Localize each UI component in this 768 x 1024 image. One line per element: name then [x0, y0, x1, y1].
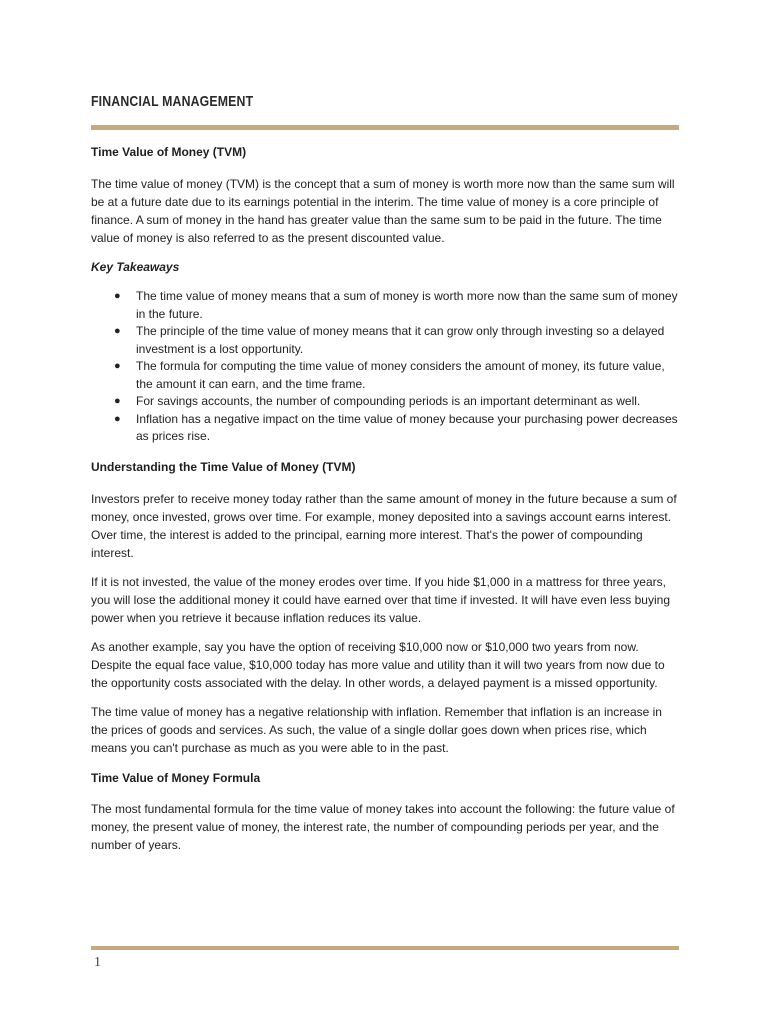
list-item-text: The formula for computing the time value of money considers the amount of money, its future value, the amount it can earn, and the time frame.: [136, 359, 665, 391]
list-item: [114, 288, 681, 323]
footer-divider: [91, 946, 679, 950]
bullet-icon: ●: [114, 412, 121, 425]
key-takeaways-heading: Key Takeaways: [91, 260, 180, 274]
paragraph-tvm-intro: The time value of money (TVM) is the concept that a sum of money is worth more now than the same sum will be at a future date due to its earnings potential in the interim. The time value of money is a core principle of finance. A sum of money in the hand has greater value than the same sum to be paid in the future. The time value of money is also referred to as the present discounted value.: [91, 177, 675, 245]
document-body: [91, 143, 681, 854]
section-heading-tvm: Time Value of Money (TVM): [91, 145, 247, 159]
paragraph-formula-intro: The most fundamental formula for the time value of money takes into account the following: the future value of money, the present value of money, the interest rate, the number of compounding periods per year, and the number of years.: [91, 801, 675, 852]
paragraph-understanding-4: The time value of money has a negative relationship with inflation. Remember that inflation is an increase in the prices of goods and services. As such, the value of a single dollar goes down when prices rise, which means you can't purchase as much as you were able to in the past.: [91, 704, 662, 755]
bullet-icon: ●: [114, 395, 121, 407]
page-number: 1: [94, 955, 101, 970]
paragraph-understanding-1: Investors prefer to receive money today rather than the same amount of money in the future because a sum of money, once invested, grows over time. For example, money deposited into a savings account earns interest. Over time, the interest is added to the principal, earning more interest. That's the power of compounding interest.: [91, 491, 677, 560]
section-heading-understanding: Understanding the Time Value of Money (TVM): [91, 459, 356, 474]
bullet-icon: ●: [114, 325, 121, 337]
section-heading-formula: Time Value of Money Formula: [91, 770, 261, 785]
list-item: [114, 411, 681, 446]
document-header-title: FINANCIAL MANAGEMENT: [91, 93, 254, 110]
list-item-text: The principle of the time value of money means that it can grow only through investing so a delayed investment is a lost opportunity.: [136, 324, 665, 356]
paragraph-understanding-3: As another example, say you have the option of receiving $10,000 now or $10,000 two years from now. Despite the equal face value, $10,000 today has more value and utility than it will two years from now due to the opportunity costs associated with the delay. In other words, a delayed payment is a missed opportunity.: [91, 639, 665, 690]
list-item-text: For savings accounts, the number of compounding periods is an important determinant as well.: [136, 394, 641, 408]
list-item: [114, 393, 681, 411]
header-divider: [91, 125, 679, 130]
list-item-text: The time value of money means that a sum of money is worth more now than the same sum of money in the future.: [136, 289, 678, 321]
list-item: [114, 358, 681, 393]
key-takeaways-list: [91, 288, 681, 446]
list-item-text: Inflation has a negative impact on the time value of money because your purchasing power decreases as prices rise.: [136, 411, 678, 443]
paragraph-understanding-2: If it is not invested, the value of the money erodes over time. If you hide $1,000 in a mattress for three years, you will lose the additional money it could have earned over that time if invested. It will have even less buying power when you retrieve it because inflation reduces its value.: [91, 574, 670, 625]
list-item: [114, 323, 681, 358]
bullet-icon: ●: [114, 360, 121, 372]
bullet-icon: ●: [114, 290, 121, 302]
